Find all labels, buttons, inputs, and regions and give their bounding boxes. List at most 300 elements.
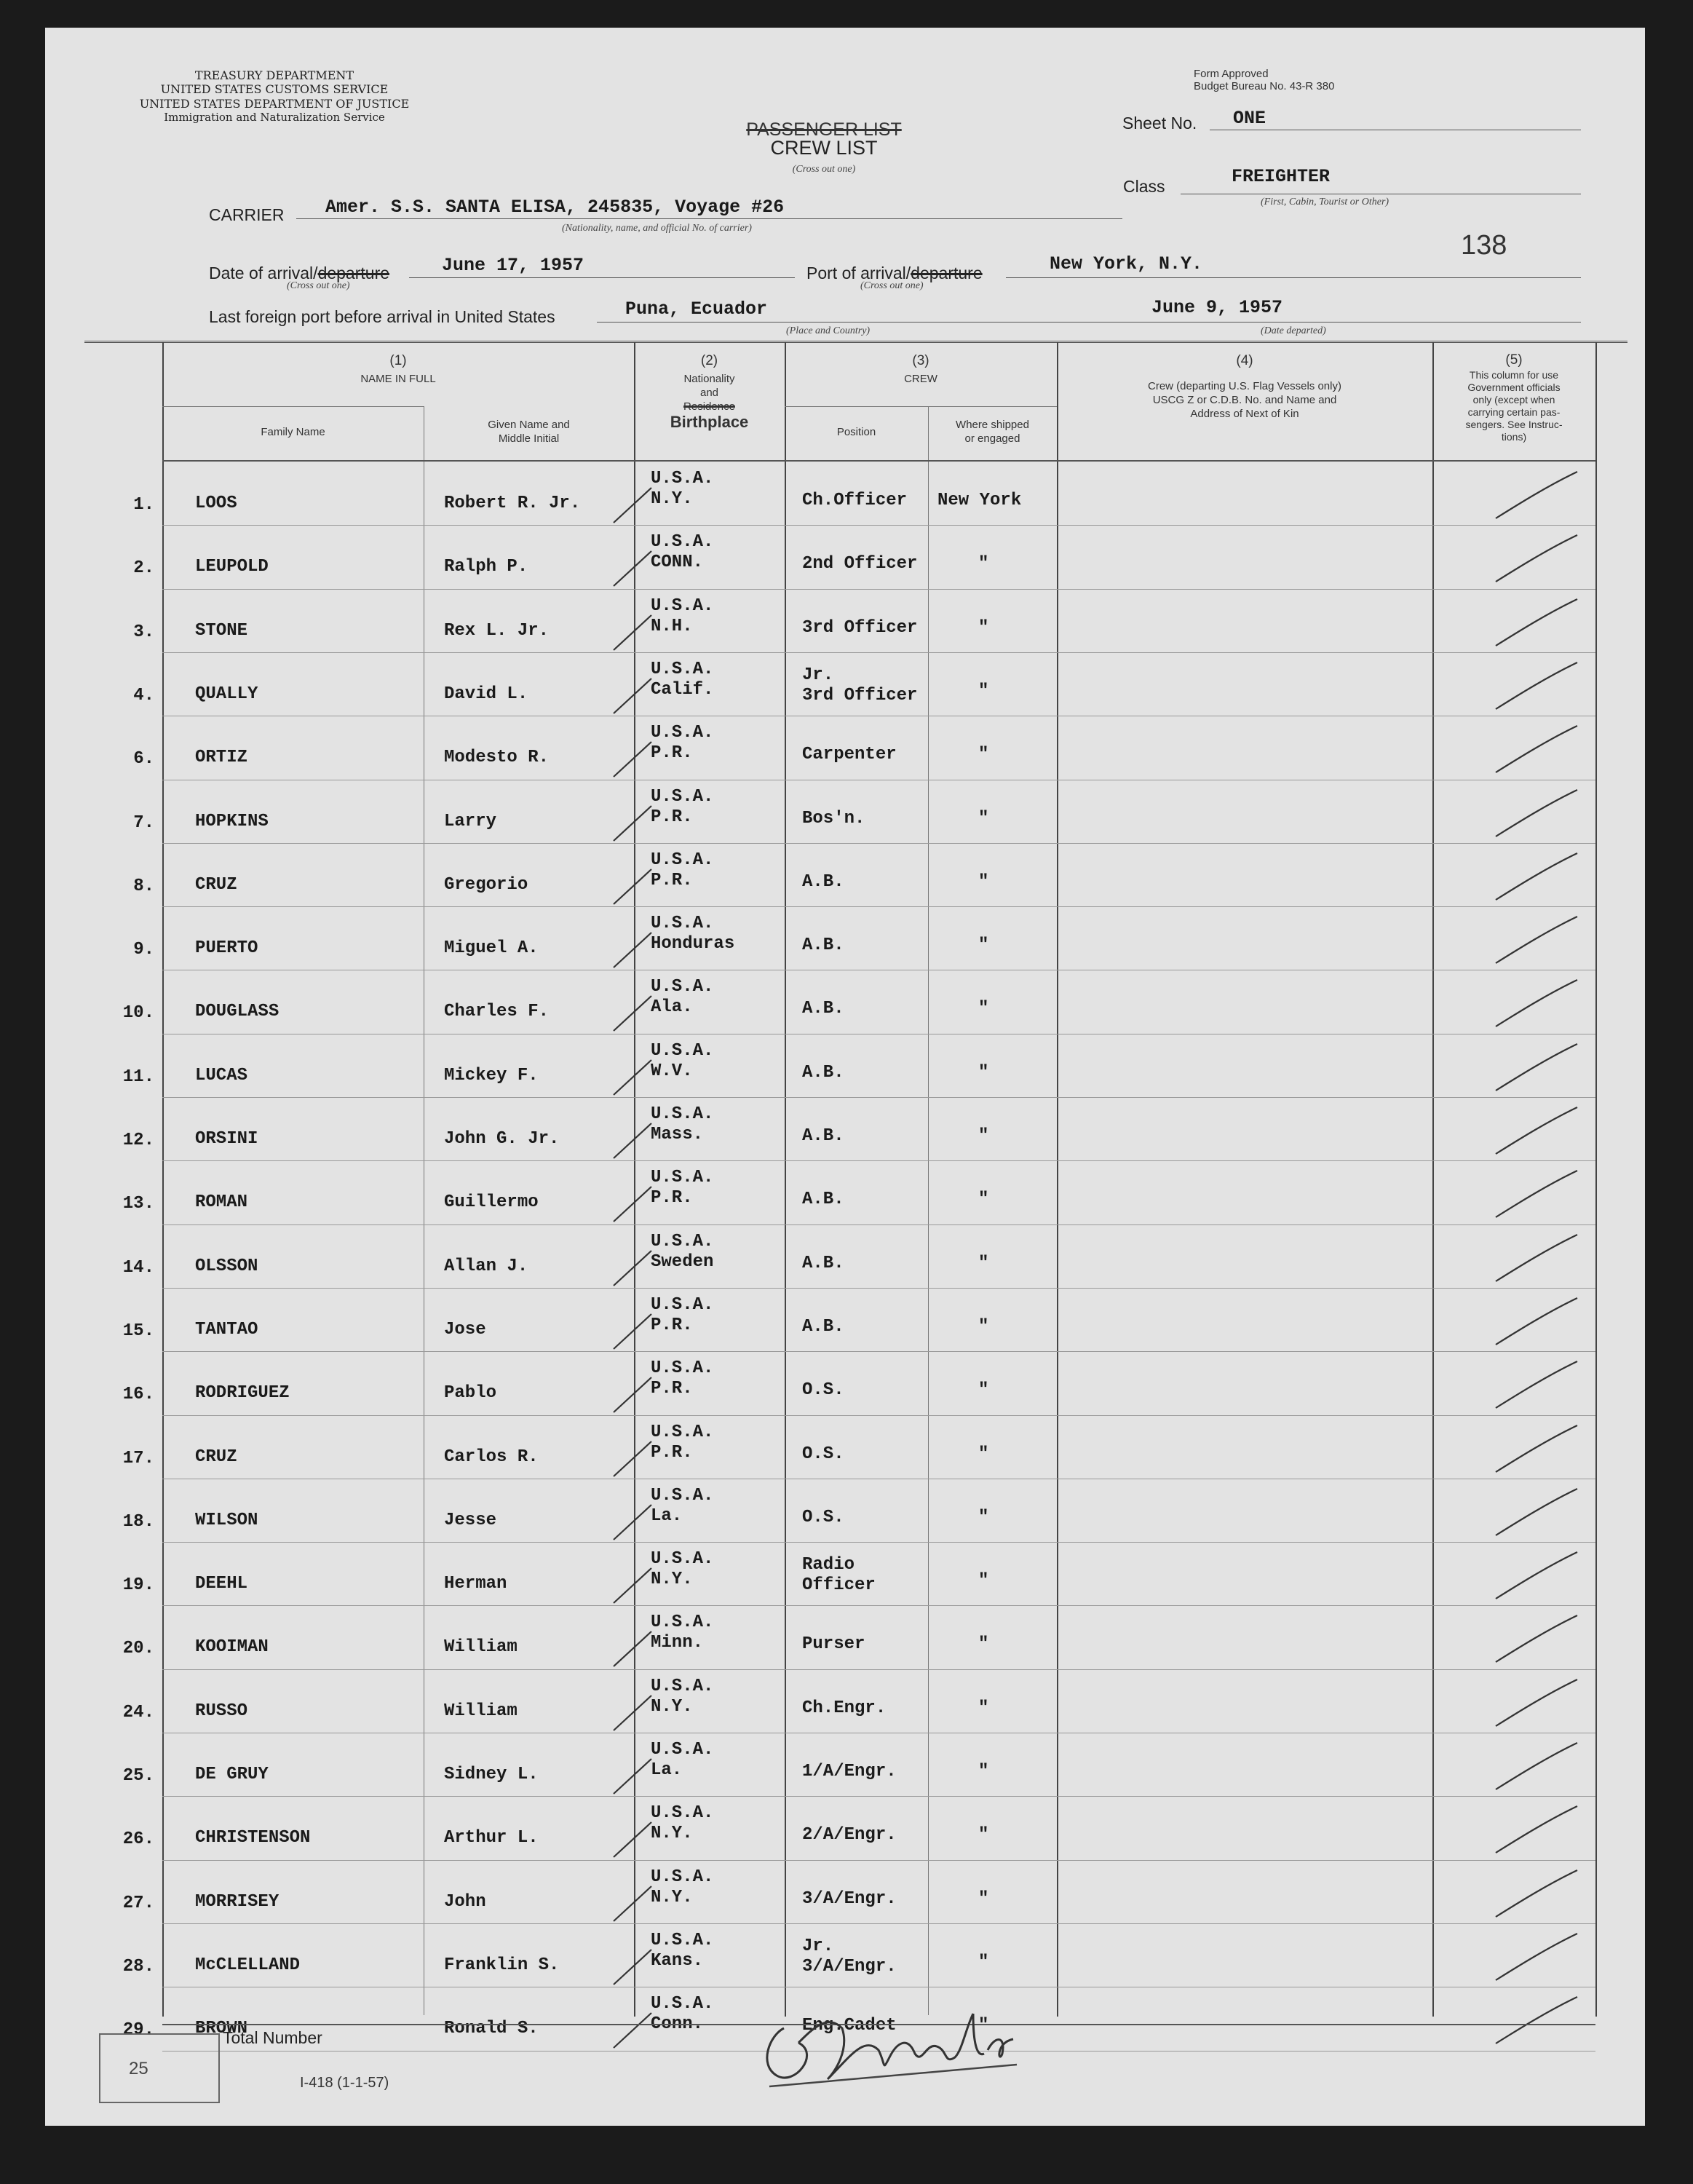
page-number: 138 <box>1461 230 1507 261</box>
col2-line1: Nationality <box>683 373 735 385</box>
port-label-struck: departure <box>911 264 983 282</box>
family-name: DE GRUY <box>195 1765 269 1784</box>
position: Carpenter <box>802 745 897 765</box>
row-number: 10. <box>122 1003 154 1024</box>
family-name: KOOIMAN <box>195 1637 269 1658</box>
col2-struck: Residence <box>683 400 735 413</box>
col3b-line1: Where shipped <box>956 419 1029 431</box>
form-approved-block <box>1194 68 1334 92</box>
col1-num: (1) <box>389 353 407 368</box>
struck-title: PASSENGER LIST <box>746 119 902 140</box>
col-line-3b <box>928 406 929 2015</box>
family-name: BROWN <box>195 2019 248 2039</box>
birthplace: Conn. <box>651 2014 704 2035</box>
given-name: Miguel A. <box>444 938 539 959</box>
birthplace: P.R. <box>651 1442 693 1463</box>
class-caption: (First, Cabin, Tourist or Other) <box>1261 197 1389 207</box>
shipped-at: " <box>978 1571 989 1591</box>
row-number: 27. <box>122 1893 154 1913</box>
position: A.B. <box>802 1126 844 1146</box>
check-mark-icon <box>609 547 660 590</box>
check-mark-icon <box>609 1945 660 1989</box>
family-name: ORSINI <box>195 1129 258 1149</box>
nationality: U.S.A. <box>651 1994 714 2014</box>
col3-header <box>785 354 1057 386</box>
agency-header <box>154 68 394 96</box>
nationality: U.S.A. <box>651 1676 714 1696</box>
nationality: U.S.A. <box>651 1549 714 1570</box>
position: A.B. <box>802 1190 844 1210</box>
col3-sub-rule <box>785 406 1057 407</box>
birthplace: N.Y. <box>651 489 693 509</box>
col4-line2: USCG Z or C.D.B. No. and Name and <box>1152 394 1337 406</box>
position: Ch.Engr. <box>802 1698 887 1718</box>
official-check-icon <box>1490 1611 1585 1669</box>
birthplace: N.H. <box>651 616 693 636</box>
position: A.B. <box>802 1316 844 1337</box>
position: Jr. <box>802 665 834 685</box>
col2-line3: Birthplace <box>670 413 749 431</box>
official-check-icon <box>1490 1929 1585 1987</box>
col5-line3: only (except when <box>1472 394 1555 405</box>
given-name: Jesse <box>444 1510 497 1530</box>
row-number: 26. <box>122 1829 154 1850</box>
check-mark-icon <box>609 611 660 654</box>
check-mark-icon <box>609 802 660 845</box>
shipped-at: New York <box>937 491 1022 510</box>
official-check-icon <box>1490 1230 1585 1289</box>
row-number: 18. <box>122 1511 154 1532</box>
birthplace: W.V. <box>651 1061 693 1081</box>
col5-line5: sengers. See Instruc- <box>1465 419 1563 430</box>
official-check-icon <box>1490 1103 1585 1161</box>
col5-line2: Government officials <box>1467 381 1561 393</box>
shipped-at: " <box>978 1253 989 1273</box>
shipped-at: " <box>978 1062 989 1083</box>
family-name: CHRISTENSON <box>195 1828 311 1848</box>
shipped-at: " <box>978 1698 989 1718</box>
shipped-at: " <box>978 1126 989 1146</box>
check-mark-icon <box>609 1056 660 1099</box>
row-number: 13. <box>122 1194 154 1214</box>
agency-line-3: UNITED STATES DEPARTMENT OF JUSTICE <box>139 97 410 111</box>
check-mark-icon <box>609 1564 660 1607</box>
check-mark-icon <box>609 674 660 718</box>
check-mark-icon <box>609 1691 660 1735</box>
col1a-header: Family Name <box>261 426 325 438</box>
shipped-at: " <box>978 808 989 828</box>
nationality: U.S.A. <box>651 1613 714 1633</box>
family-name: LEUPOLD <box>195 557 269 577</box>
family-name: McCLELLAND <box>195 1955 301 1975</box>
birthplace: N.Y. <box>651 1570 693 1590</box>
row-number: 11. <box>122 1067 154 1087</box>
official-check-icon <box>1490 721 1585 780</box>
col3-num: (3) <box>912 353 929 368</box>
position: 3/A/Engr. <box>802 1888 897 1909</box>
nationality: U.S.A. <box>651 977 714 997</box>
check-mark-icon <box>609 483 660 527</box>
document-sheet <box>45 28 1645 2126</box>
check-mark-icon <box>609 1818 660 1861</box>
budget-bureau: Budget Bureau No. 43-R 380 <box>1194 80 1335 92</box>
shipped-at: " <box>978 1380 989 1401</box>
table-top-rule <box>84 341 1627 343</box>
family-name: RUSSO <box>195 1701 248 1721</box>
position: Radio <box>802 1555 855 1575</box>
check-mark-icon <box>609 1182 660 1226</box>
col5-header <box>1432 354 1595 443</box>
position: A.B. <box>802 1062 844 1083</box>
row-rule <box>162 1351 1595 1352</box>
position: 2nd Officer <box>802 554 918 574</box>
nationality: U.S.A. <box>651 659 714 679</box>
position: O.S. <box>802 1444 844 1464</box>
shipped-at: " <box>978 617 989 638</box>
position: O.S. <box>802 1507 844 1527</box>
col1b-line1: Given Name and <box>488 419 570 431</box>
official-check-icon <box>1490 595 1585 653</box>
birthplace: P.R. <box>651 807 693 827</box>
agency-header-2 <box>111 97 438 124</box>
birthplace: P.R. <box>651 1188 693 1208</box>
date-departed-caption: (Date departed) <box>1261 325 1326 336</box>
col2-num: (2) <box>700 353 718 368</box>
given-name: Arthur L. <box>444 1828 539 1848</box>
nationality: U.S.A. <box>651 1358 714 1379</box>
official-check-icon <box>1490 976 1585 1034</box>
date-label-text: Date of arrival/ <box>209 264 318 282</box>
last-port-value: Puna, Ecuador <box>625 298 768 320</box>
form-title: CREW LIST <box>770 137 878 159</box>
port-value: New York, N.Y. <box>1050 253 1203 274</box>
birthplace: P.R. <box>651 870 693 890</box>
shipped-at: " <box>978 1825 989 1845</box>
row-number: 20. <box>122 1639 154 1659</box>
given-name: Sidney L. <box>444 1765 539 1784</box>
col1-sub-rule <box>162 406 424 407</box>
position: Ch.Officer <box>802 491 908 510</box>
shipped-at: " <box>978 1634 989 1655</box>
row-number: 8. <box>133 876 154 896</box>
position: Purser <box>802 1634 865 1655</box>
check-mark-icon <box>609 1500 660 1544</box>
carrier-label: CARRIER <box>209 205 285 224</box>
check-mark-icon <box>609 1310 660 1353</box>
position: 1/A/Engr. <box>802 1762 897 1781</box>
nationality: U.S.A. <box>651 1803 714 1824</box>
col1b-line2: Middle Initial <box>498 432 560 445</box>
given-name: Franklin S. <box>444 1955 560 1975</box>
row-number: 17. <box>122 1448 154 1468</box>
nationality: U.S.A. <box>651 850 714 870</box>
arrival-date-value: June 17, 1957 <box>442 255 584 276</box>
position: 3rd Officer <box>802 617 918 638</box>
last-port-caption: (Place and Country) <box>786 325 871 336</box>
port-label-text: Port of arrival/ <box>806 264 911 282</box>
birthplace: P.R. <box>651 1315 693 1335</box>
birthplace: La. <box>651 1760 683 1780</box>
position: O.S. <box>802 1380 844 1401</box>
col-line-left <box>162 342 164 2017</box>
col-line-3 <box>785 342 786 2017</box>
col4-line3: Address of Next of Kin <box>1190 408 1299 420</box>
position-line-2: Officer <box>802 1575 876 1596</box>
official-check-icon <box>1490 1040 1585 1098</box>
class-label: Class <box>1123 177 1165 196</box>
position: A.B. <box>802 1253 844 1273</box>
official-check-icon <box>1490 1357 1585 1415</box>
given-name: Robert R. Jr. <box>444 494 581 513</box>
shipped-at: " <box>978 1444 989 1464</box>
nationality: U.S.A. <box>651 1930 714 1950</box>
shipped-at: " <box>978 1888 989 1909</box>
nationality: U.S.A. <box>651 1867 714 1887</box>
family-name: WILSON <box>195 1510 258 1530</box>
given-name: Allan J. <box>444 1256 528 1276</box>
check-mark-icon <box>609 1627 660 1671</box>
shipped-at: " <box>978 871 989 892</box>
shipped-at: " <box>978 999 989 1019</box>
given-name: Charles F. <box>444 1002 550 1022</box>
birthplace: La. <box>651 1506 683 1526</box>
family-name: TANTAO <box>195 1319 258 1340</box>
official-check-icon <box>1490 1738 1585 1797</box>
given-name: Larry <box>444 811 497 831</box>
position: Eng.Cadet <box>802 2016 897 2036</box>
family-name: HOPKINS <box>195 811 269 831</box>
shipped-at: " <box>978 2016 989 2036</box>
col4-header <box>1057 354 1432 421</box>
nationality: U.S.A. <box>651 1168 714 1188</box>
row-rule <box>162 906 1595 907</box>
official-check-icon <box>1490 1675 1585 1733</box>
row-number: 16. <box>122 1385 154 1405</box>
position: 2/A/Engr. <box>802 1825 897 1845</box>
nationality: U.S.A. <box>651 1740 714 1760</box>
row-number: 3. <box>133 622 154 642</box>
header-bottom-rule <box>162 460 1595 462</box>
birthplace: N.Y. <box>651 1887 693 1907</box>
family-name: QUALLY <box>195 684 258 704</box>
position: Bos'n. <box>802 808 865 828</box>
row-number: 4. <box>133 685 154 705</box>
family-name: PUERTO <box>195 938 258 959</box>
shipped-at: " <box>978 935 989 956</box>
col3b-header <box>928 418 1057 446</box>
nationality: U.S.A. <box>651 723 714 743</box>
date-departed-underline <box>1101 322 1581 323</box>
given-name: John G. Jr. <box>444 1129 560 1149</box>
nationality: U.S.A. <box>651 1294 714 1315</box>
check-mark-icon <box>609 992 660 1035</box>
nationality: U.S.A. <box>651 532 714 553</box>
col4-num: (4) <box>1236 353 1253 368</box>
row-rule <box>162 525 1595 526</box>
last-port-label: Last foreign port before arrival in United States <box>209 307 555 326</box>
shipped-at: " <box>978 1762 989 1781</box>
nationality: U.S.A. <box>651 1422 714 1442</box>
col4-line1: Crew (departing U.S. Flag Vessels only) <box>1148 380 1341 392</box>
family-name: LOOS <box>195 494 237 513</box>
sheet-label: Sheet No. <box>1122 114 1197 132</box>
given-name: Mickey F. <box>444 1065 539 1085</box>
family-name: CRUZ <box>195 1447 237 1467</box>
given-name: William <box>444 1637 518 1658</box>
carrier-value: Amer. S.S. SANTA ELISA, 245835, Voyage #26 <box>325 197 785 218</box>
official-check-icon <box>1490 1484 1585 1543</box>
given-name: Jose <box>444 1319 486 1340</box>
position-line-2: 3rd Officer <box>802 685 918 705</box>
official-check-icon <box>1490 1548 1585 1606</box>
nationality: U.S.A. <box>651 1104 714 1124</box>
total-label: Total Number <box>223 2028 322 2047</box>
birthplace: CONN. <box>651 553 704 573</box>
birthplace: N.Y. <box>651 1696 693 1717</box>
birthplace: Minn. <box>651 1633 704 1653</box>
col1-title: NAME IN FULL <box>360 373 436 385</box>
position: A.B. <box>802 999 844 1019</box>
birthplace: Kans. <box>651 1950 704 1971</box>
nationality: U.S.A. <box>651 914 714 934</box>
signature <box>755 1985 1031 2094</box>
official-check-icon <box>1490 658 1585 716</box>
sheet-value: ONE <box>1233 108 1266 129</box>
row-number: 25. <box>122 1766 154 1786</box>
check-mark-icon <box>609 1119 660 1163</box>
birthplace: Honduras <box>651 934 735 954</box>
given-name: Herman <box>444 1574 507 1594</box>
row-rule <box>162 1542 1595 1543</box>
row-number: 12. <box>122 1131 154 1150</box>
check-mark-icon <box>609 1754 660 1798</box>
official-check-icon <box>1490 1866 1585 1924</box>
row-rule <box>162 1288 1595 1289</box>
port-caption: (Cross out one) <box>860 280 924 291</box>
last-port-underline <box>597 322 1106 323</box>
date-caption: (Cross out one) <box>287 280 350 291</box>
nationality: U.S.A. <box>651 786 714 807</box>
check-mark-icon <box>609 1373 660 1417</box>
row-number: 19. <box>122 1575 154 1596</box>
row-rule <box>162 1860 1595 1861</box>
birthplace: P.R. <box>651 743 693 764</box>
col2-line2: and <box>699 387 719 399</box>
row-rule <box>162 1415 1595 1416</box>
date-label-struck: departure <box>317 264 390 282</box>
given-name: Ralph P. <box>444 557 528 577</box>
col3a-header: Position <box>836 426 876 438</box>
row-rule <box>162 1923 1595 1924</box>
official-check-icon <box>1490 1802 1585 1860</box>
col5-line4: carrying certain pas- <box>1467 406 1561 418</box>
family-name: ORTIZ <box>195 748 248 768</box>
nationality: U.S.A. <box>651 1485 714 1506</box>
row-number: 24. <box>122 1702 154 1722</box>
official-check-icon <box>1490 1166 1585 1224</box>
birthplace: Mass. <box>651 1125 704 1144</box>
date-underline <box>409 277 795 278</box>
nationality: U.S.A. <box>651 596 714 616</box>
col3b-line2: or engaged <box>964 432 1020 445</box>
col1b-header <box>424 418 634 446</box>
agency-line-4: Immigration and Naturalization Service <box>164 111 385 124</box>
given-name: Ronald S. <box>444 2019 539 2039</box>
family-name: MORRISEY <box>195 1891 279 1912</box>
agency-line-2: UNITED STATES CUSTOMS SERVICE <box>160 82 389 96</box>
check-mark-icon <box>609 1246 660 1290</box>
col5-num: (5) <box>1505 352 1523 368</box>
official-check-icon <box>1490 1421 1585 1479</box>
col3-title: CREW <box>904 373 937 385</box>
shipped-at: " <box>978 1316 989 1337</box>
given-name: Guillermo <box>444 1192 539 1213</box>
carrier-underline <box>296 218 1122 219</box>
col-line-5 <box>1432 342 1434 2017</box>
total-box <box>99 2033 220 2103</box>
row-rule <box>162 1097 1595 1098</box>
official-check-icon <box>1490 786 1585 844</box>
given-name: Modesto R. <box>444 748 550 768</box>
shipped-at: " <box>978 554 989 574</box>
position: A.B. <box>802 871 844 892</box>
given-name: Rex L. Jr. <box>444 620 550 641</box>
family-name: CRUZ <box>195 874 237 895</box>
official-check-icon <box>1490 912 1585 970</box>
family-name: DOUGLASS <box>195 1002 279 1022</box>
row-rule <box>162 843 1595 844</box>
nationality: U.S.A. <box>651 1231 714 1251</box>
col1-header <box>162 354 634 386</box>
family-name: ROMAN <box>195 1192 248 1213</box>
given-name: William <box>444 1701 518 1721</box>
row-number: 29. <box>122 2020 154 2041</box>
carrier-caption: (Nationality, name, and official No. of carrier) <box>562 223 752 234</box>
official-check-icon <box>1490 531 1585 589</box>
form-id: I-418 (1-1-57) <box>300 2075 389 2091</box>
check-mark-icon <box>609 865 660 909</box>
row-rule <box>162 1796 1595 1797</box>
row-rule <box>162 652 1595 653</box>
row-rule <box>162 1669 1595 1670</box>
form-approved: Form Approved <box>1194 68 1269 80</box>
family-name: DEEHL <box>195 1574 248 1594</box>
row-rule <box>162 1160 1595 1161</box>
shipped-at: " <box>978 745 989 765</box>
check-mark-icon <box>609 1437 660 1481</box>
row-number: 7. <box>133 812 154 833</box>
check-mark-icon <box>609 737 660 781</box>
position-line-2: 3/A/Engr. <box>802 1956 897 1977</box>
birthplace: P.R. <box>651 1379 693 1399</box>
given-name: John <box>444 1891 486 1912</box>
shipped-at: " <box>978 1952 989 1972</box>
nationality: U.S.A. <box>651 469 714 488</box>
birthplace: Ala. <box>651 997 693 1018</box>
shipped-at: " <box>978 1190 989 1210</box>
col-line-right <box>1595 342 1597 2017</box>
class-value: FREIGHTER <box>1232 166 1331 187</box>
date-departed-value: June 9, 1957 <box>1151 297 1283 318</box>
given-name: Pablo <box>444 1383 497 1404</box>
row-number: 2. <box>133 558 154 579</box>
position: A.B. <box>802 935 844 956</box>
total-value: 25 <box>129 2059 148 2078</box>
check-mark-icon <box>609 928 660 972</box>
family-name: RODRIGUEZ <box>195 1383 290 1404</box>
nationality: U.S.A. <box>651 1040 714 1061</box>
row-rule <box>162 1605 1595 1606</box>
